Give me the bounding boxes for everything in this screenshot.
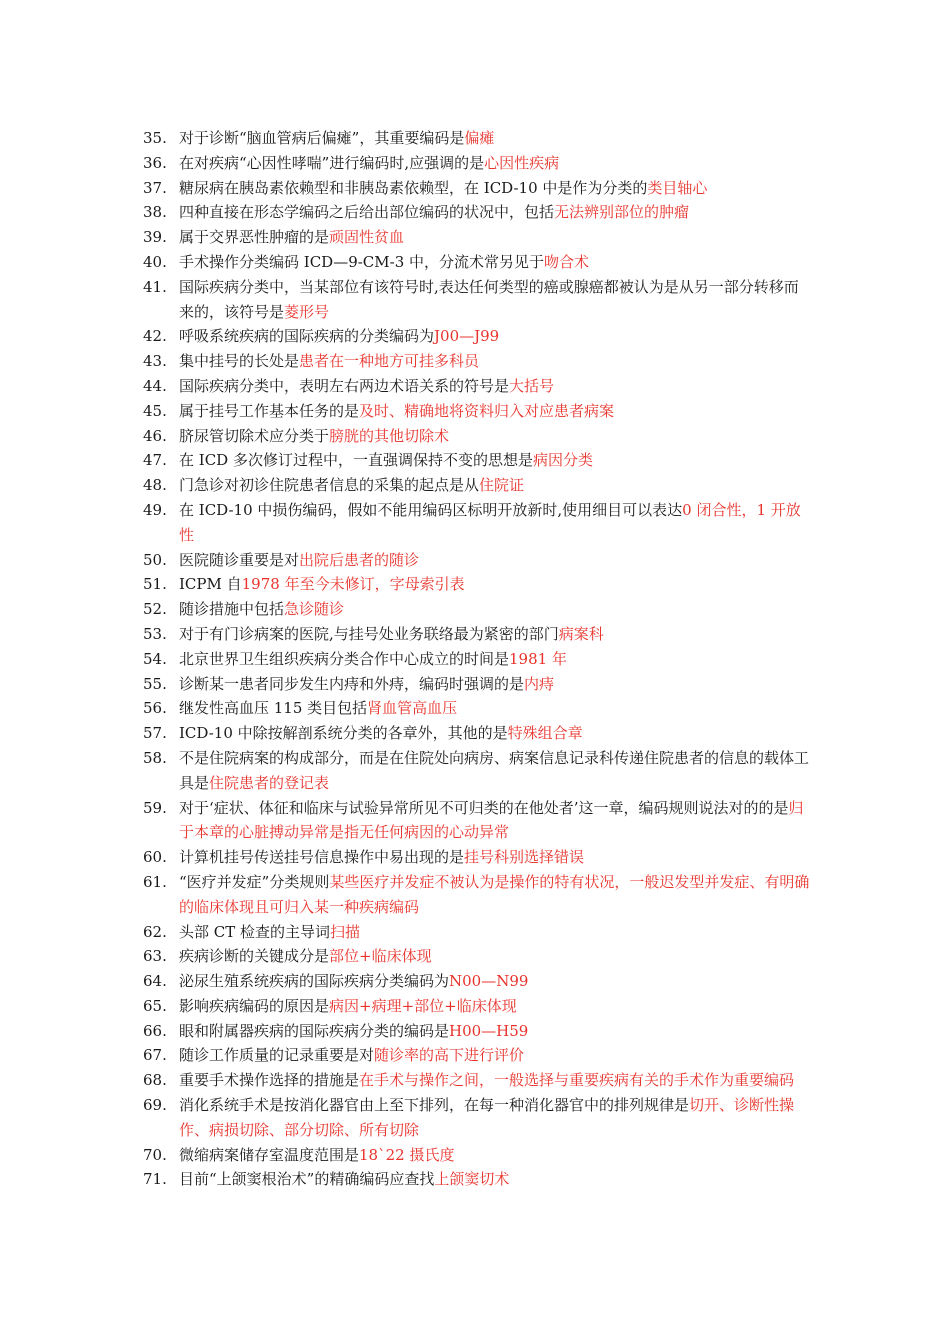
question-text: 对于‘症状、体征和临床与试验异常所见不可归类的在他处者’这一章，编码规则说法对的的是 bbox=[179, 798, 789, 817]
list-item bbox=[143, 225, 813, 250]
answer-text: 吻合术 bbox=[544, 252, 590, 271]
list-item bbox=[143, 349, 813, 374]
question-text: 对于有门诊病案的医院,与挂号处业务联络最为紧密的部门 bbox=[179, 624, 559, 643]
list-item bbox=[143, 1093, 813, 1143]
list-item bbox=[143, 1167, 813, 1192]
question-text: 重要手术操作选择的措施是 bbox=[179, 1071, 360, 1090]
list-item bbox=[143, 994, 813, 1019]
list-item bbox=[143, 746, 813, 796]
answer-text: 部位+临床体现 bbox=[329, 947, 432, 966]
list-item bbox=[143, 448, 813, 473]
question-text: 国际疾病分类中，表明左右两边术语关系的符号是 bbox=[179, 376, 510, 395]
list-item bbox=[143, 498, 813, 548]
question-text: 呼吸系统疾病的国际疾病的分类编码为 bbox=[179, 327, 435, 346]
list-item bbox=[143, 250, 813, 275]
question-text: 影响疾病编码的原因是 bbox=[179, 996, 330, 1015]
item-number: 44. bbox=[143, 376, 167, 395]
item-number: 48. bbox=[143, 476, 167, 495]
item-number: 45. bbox=[143, 401, 167, 420]
answer-text: 住院证 bbox=[479, 476, 525, 495]
list-item bbox=[143, 672, 813, 697]
question-text: 脐尿管切除术应分类于 bbox=[179, 426, 330, 445]
item-number: 54. bbox=[143, 649, 167, 668]
item-number: 37. bbox=[143, 178, 167, 197]
question-text: 糖尿病在胰岛素依赖型和非胰岛素依赖型，在 ICD-10 中是作为分类的 bbox=[179, 178, 648, 197]
list-item bbox=[143, 473, 813, 498]
question-text: 在 ICD 多次修订过程中，一直强调保持不变的思想是 bbox=[179, 451, 533, 470]
list-item bbox=[143, 1143, 813, 1168]
list-item bbox=[143, 424, 813, 449]
answer-text: 18`22 摄氏度 bbox=[359, 1145, 455, 1164]
answer-text: 某些医疗并发症不被认为是操作的特有状况，一般迟发型并发症、有明确的临床体现且可归入某一种疾病编码 bbox=[179, 872, 810, 916]
answer-text: 挂号科别选择错误 bbox=[464, 848, 585, 867]
list-item bbox=[143, 845, 813, 870]
item-number: 63. bbox=[143, 947, 167, 966]
item-number: 51. bbox=[143, 575, 167, 594]
list-item bbox=[143, 721, 813, 746]
list-item bbox=[143, 126, 813, 151]
answer-text: 菱形号 bbox=[284, 302, 330, 321]
answer-text: 无法辨别部位的肿瘤 bbox=[554, 203, 690, 222]
item-number: 61. bbox=[143, 872, 167, 891]
question-text: 属于交界恶性肿瘤的是 bbox=[179, 228, 330, 247]
question-text: ICPM 自 bbox=[179, 575, 242, 594]
list-item bbox=[143, 870, 813, 920]
question-text: 医院随诊重要是对 bbox=[179, 550, 300, 569]
answer-text: 上颌窦切术 bbox=[434, 1170, 510, 1189]
item-number: 62. bbox=[143, 922, 167, 941]
answer-text: 在手术与操作之间，一般选择与重要疾病有关的手术作为重要编码 bbox=[359, 1071, 795, 1090]
item-number: 55. bbox=[143, 674, 167, 693]
item-number: 46. bbox=[143, 426, 167, 445]
item-number: 36. bbox=[143, 153, 167, 172]
question-text: 国际疾病分类中，当某部位有该符号时,表达任何类型的癌或腺癌都被认为是从另一部分转移而来的，该符号是 bbox=[179, 277, 799, 321]
list-item bbox=[143, 275, 813, 325]
answer-text: 病因分类 bbox=[532, 451, 593, 470]
list-item bbox=[143, 1019, 813, 1044]
answer-text: 病案科 bbox=[558, 624, 604, 643]
list-item bbox=[143, 176, 813, 201]
list-item bbox=[143, 647, 813, 672]
list-item bbox=[143, 572, 813, 597]
item-number: 35. bbox=[143, 129, 167, 147]
question-text: 集中挂号的长处是 bbox=[179, 352, 300, 371]
question-answer-list bbox=[143, 126, 813, 1192]
question-text: 计算机挂号传送挂号信息操作中易出现的是 bbox=[179, 848, 465, 867]
question-text: 北京世界卫生组织疾病分类合作中心成立的时间是 bbox=[179, 649, 510, 668]
list-item bbox=[143, 920, 813, 945]
question-text: 诊断某一患者同步发生内痔和外痔，编码时强调的是 bbox=[179, 674, 525, 693]
list-item bbox=[143, 622, 813, 647]
answer-text: 急诊随诊 bbox=[284, 600, 345, 619]
answer-text: 膀胱的其他切除术 bbox=[329, 426, 450, 445]
item-number: 56. bbox=[143, 699, 167, 718]
item-number: 43. bbox=[143, 352, 167, 371]
item-number: 52. bbox=[143, 600, 167, 619]
list-item bbox=[143, 944, 813, 969]
list-item bbox=[143, 151, 813, 176]
answer-text: 类目轴心 bbox=[647, 178, 708, 197]
answer-text: 肾血管高血压 bbox=[367, 699, 458, 718]
list-item bbox=[143, 597, 813, 622]
list-item bbox=[143, 796, 813, 846]
item-number: 66. bbox=[143, 1021, 167, 1040]
item-number: 58. bbox=[143, 748, 167, 767]
question-text: 在对疾病“心因性哮喘”进行编码时,应强调的是 bbox=[179, 153, 485, 172]
item-number: 57. bbox=[143, 724, 167, 743]
question-text: 不是住院病案的构成部分，而是在住院处向病房、病案信息记录科传递住院患者的信息的载体工具是 bbox=[179, 748, 810, 792]
answer-text: 偏瘫 bbox=[464, 129, 495, 147]
question-text: 微缩病案储存室温度范围是 bbox=[179, 1145, 360, 1164]
question-text: 四种直接在形态学编码之后给出部位编码的状况中，包括 bbox=[179, 203, 555, 222]
question-text: 消化系统手术是按消化器官由上至下排列，在每一种消化器官中的排列规律是 bbox=[179, 1096, 690, 1115]
question-text: 泌尿生殖系统疾病的国际疾病分类编码为 bbox=[179, 972, 450, 991]
question-text: 疾病诊断的关键成分是 bbox=[179, 947, 330, 966]
item-number: 38. bbox=[143, 203, 167, 222]
item-number: 59. bbox=[143, 798, 167, 817]
item-number: 41. bbox=[143, 277, 167, 296]
list-item bbox=[143, 696, 813, 721]
question-text: 在 ICD-10 中损伤编码，假如不能用编码区标明开放新时,使用细目可以表达 bbox=[179, 500, 683, 519]
item-number: 67. bbox=[143, 1046, 167, 1065]
list-item bbox=[143, 374, 813, 399]
answer-text: 及时、精确地将资料归入对应患者病案 bbox=[359, 401, 615, 420]
answer-text: N00—N99 bbox=[449, 972, 529, 991]
item-number: 53. bbox=[143, 624, 167, 643]
answer-text: H00—H59 bbox=[449, 1021, 529, 1040]
question-text: “医疗并发症”分类规则 bbox=[179, 872, 330, 891]
item-number: 68. bbox=[143, 1071, 167, 1090]
item-number: 65. bbox=[143, 996, 167, 1015]
question-text: 对于诊断“脑血管病后偏瘫”，其重要编码是 bbox=[179, 129, 465, 147]
answer-text: 扫描 bbox=[330, 922, 361, 941]
question-text: 继发性高血压 115 类目包括 bbox=[179, 699, 368, 718]
answer-text: 出院后患者的随诊 bbox=[299, 550, 420, 569]
list-item bbox=[143, 548, 813, 573]
answer-text: 随诊率的高下进行评价 bbox=[374, 1046, 525, 1065]
item-number: 70. bbox=[143, 1145, 167, 1164]
item-number: 60. bbox=[143, 848, 167, 867]
question-text: 属于挂号工作基本任务的是 bbox=[179, 401, 360, 420]
list-item bbox=[143, 399, 813, 424]
question-text: 眼和附属器疾病的国际疾病分类的编码是 bbox=[179, 1021, 450, 1040]
answer-text: 病因+病理+部位+临床体现 bbox=[329, 996, 517, 1015]
question-text: 随诊工作质量的记录重要是对 bbox=[179, 1046, 375, 1065]
item-number: 64. bbox=[143, 972, 167, 991]
item-number: 50. bbox=[143, 550, 167, 569]
item-number: 39. bbox=[143, 228, 167, 247]
question-text: 手术操作分类编码 ICD—9-CM-3 中，分流术常另见于 bbox=[179, 252, 545, 271]
list-item bbox=[143, 1068, 813, 1093]
item-number: 42. bbox=[143, 327, 167, 346]
answer-text: J00—J99 bbox=[434, 327, 500, 346]
question-text: 目前“上颌窦根治术”的精确编码应查找 bbox=[179, 1170, 435, 1189]
answer-text: 切开、诊断性操作、病损切除、部分切除、所有切除 bbox=[179, 1096, 795, 1139]
list-item bbox=[143, 200, 813, 225]
answer-text: 顽固性贫血 bbox=[329, 228, 405, 247]
item-number: 49. bbox=[143, 500, 167, 519]
question-text: ICD-10 中除按解剖系统分类的各章外，其他的是 bbox=[179, 724, 508, 743]
answer-text: 0 闭合性，1 开放性 bbox=[179, 500, 801, 544]
answer-text: 特殊组合章 bbox=[507, 724, 583, 743]
item-number: 69. bbox=[143, 1096, 167, 1115]
answer-text: 心因性疾病 bbox=[484, 153, 560, 172]
question-text: 头部 CT 检查的主导词 bbox=[179, 922, 331, 941]
answer-text: 大括号 bbox=[509, 376, 555, 395]
answer-text: 住院患者的登记表 bbox=[209, 773, 330, 792]
list-item bbox=[143, 969, 813, 994]
answer-text: 患者在一种地方可挂多科员 bbox=[299, 352, 480, 371]
item-number: 40. bbox=[143, 252, 167, 271]
item-number: 71. bbox=[143, 1170, 167, 1189]
item-number: 47. bbox=[143, 451, 167, 470]
list-item bbox=[143, 324, 813, 349]
answer-text: 归于本章的心脏搏动异常是指无任何病因的心动异常 bbox=[179, 798, 804, 842]
answer-text: 内痔 bbox=[524, 674, 555, 693]
answer-text: 1981 年 bbox=[509, 649, 567, 668]
answer-text: 1978 年至今未修订，字母索引表 bbox=[241, 575, 465, 594]
question-text: 门急诊对初诊住院患者信息的采集的起点是从 bbox=[179, 476, 480, 495]
list-item bbox=[143, 1043, 813, 1068]
question-text: 随诊措施中包括 bbox=[179, 600, 285, 619]
